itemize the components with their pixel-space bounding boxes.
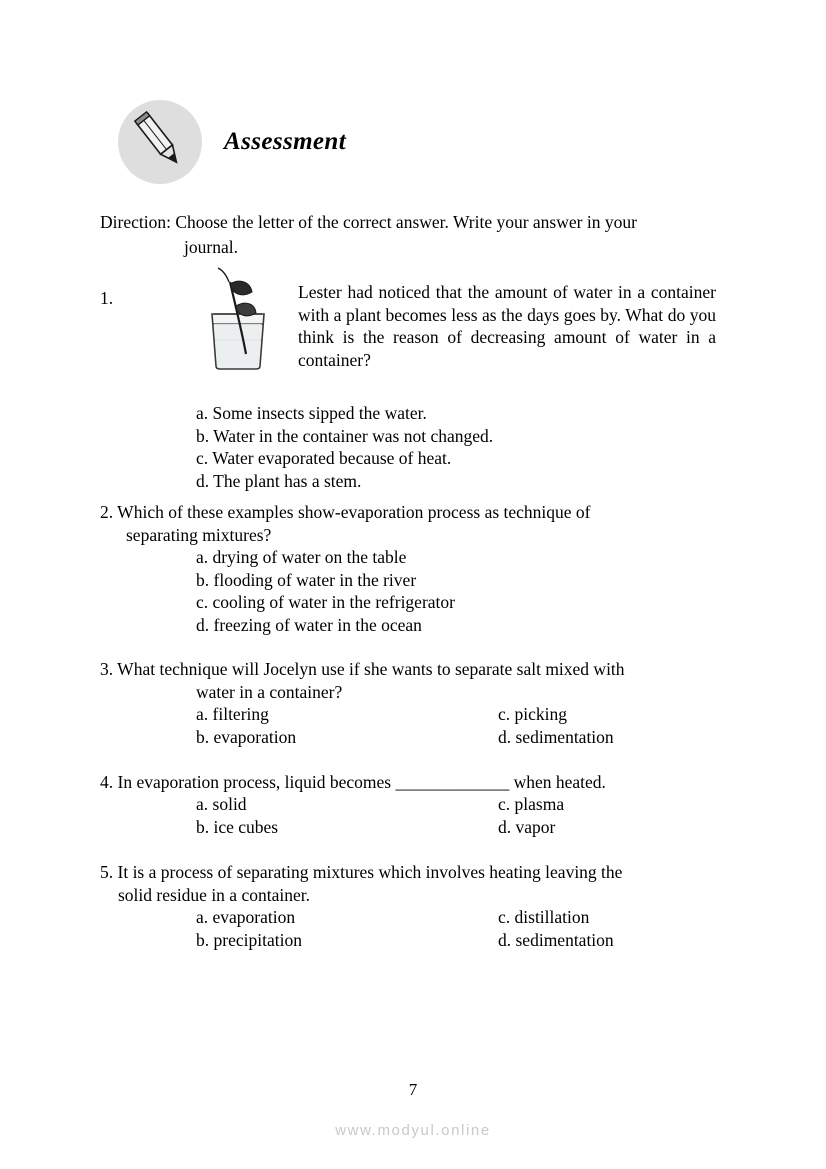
question-2-stem-line-2: separating mixtures?: [126, 524, 272, 545]
choice-option[interactable]: d. sedimentation: [498, 929, 614, 950]
page-title: Assessment: [224, 128, 347, 155]
choice-row: [196, 929, 736, 952]
question-4-choices: [196, 793, 736, 838]
choice-option[interactable]: b. Water in the container was not changed.: [196, 425, 494, 446]
assessment-header: [118, 100, 718, 196]
choice-option[interactable]: b. flooding of water in the river: [196, 569, 417, 590]
choice-option[interactable]: d. The plant has a stem.: [196, 470, 362, 491]
plant-in-glass-illustration: [192, 262, 284, 372]
choice-option[interactable]: a. evaporation: [196, 907, 296, 927]
question-4-stem-line-1: 4. In evaporation process, liquid becomes _____________ when heated.: [100, 772, 606, 792]
choice-option[interactable]: a. solid: [196, 794, 247, 814]
question-1-choices: [196, 402, 716, 492]
question-5-stem-line-1: 5. It is a process of separating mixtures which involves heating leaving the: [100, 862, 623, 882]
choice-option[interactable]: b. ice cubes: [196, 816, 279, 837]
choice-option[interactable]: c. distillation: [498, 907, 590, 927]
choice-option[interactable]: c. plasma: [498, 794, 565, 814]
choice-row: [196, 906, 736, 929]
choice-row: [196, 726, 736, 749]
choice-option[interactable]: c. picking: [498, 704, 568, 724]
choice-row: [196, 703, 736, 726]
choice-row: [196, 793, 736, 816]
choice-row: [196, 816, 736, 839]
direction-line-1: Direction: Choose the letter of the correct answer. Write your answer in your: [100, 212, 637, 232]
question-2-choices: [196, 546, 716, 636]
direction-text: [100, 210, 728, 260]
choice-option[interactable]: a. drying of water on the table: [196, 547, 407, 567]
question-1-stem: Lester had noticed that the amount of water in a container with a plant becomes less as the days goes by. What do you think is the reason of decreasing amount of water in a container?: [298, 282, 716, 370]
question-2-stem-line-1: 2. Which of these examples show-evaporation process as technique of: [100, 502, 591, 522]
direction-line-2: journal.: [184, 237, 238, 257]
question-2-stem: [100, 501, 728, 546]
choice-option[interactable]: d. vapor: [498, 816, 556, 837]
choice-option[interactable]: c. Water evaporated because of heat.: [196, 448, 452, 469]
choice-option[interactable]: a. Some insects sipped the water.: [196, 403, 427, 423]
page-number: 7: [408, 1080, 418, 1099]
question-3-stem-line-2: water in a container?: [196, 681, 343, 702]
choice-option[interactable]: b. precipitation: [196, 929, 302, 950]
question-3-stem-line-1: 3. What technique will Jocelyn use if she wants to separate salt mixed with: [100, 659, 625, 679]
choice-option[interactable]: b. evaporation: [196, 726, 297, 747]
question-1-number: 1.: [100, 288, 114, 308]
watermark: www.modyul.online: [335, 1122, 491, 1139]
question-3-stem: [100, 658, 740, 703]
question-4-stem: [100, 771, 740, 794]
choice-option[interactable]: a. filtering: [196, 704, 269, 724]
choice-option[interactable]: d. freezing of water in the ocean: [196, 614, 422, 635]
question-3-choices: [196, 703, 736, 748]
question-5-choices: [196, 906, 736, 951]
question-5-stem: [100, 861, 728, 906]
choice-option[interactable]: d. sedimentation: [498, 726, 614, 747]
pencil-icon: [126, 108, 194, 176]
choice-option[interactable]: c. cooling of water in the refrigerator: [196, 592, 455, 613]
question-5-stem-line-2: solid residue in a container.: [118, 884, 310, 905]
